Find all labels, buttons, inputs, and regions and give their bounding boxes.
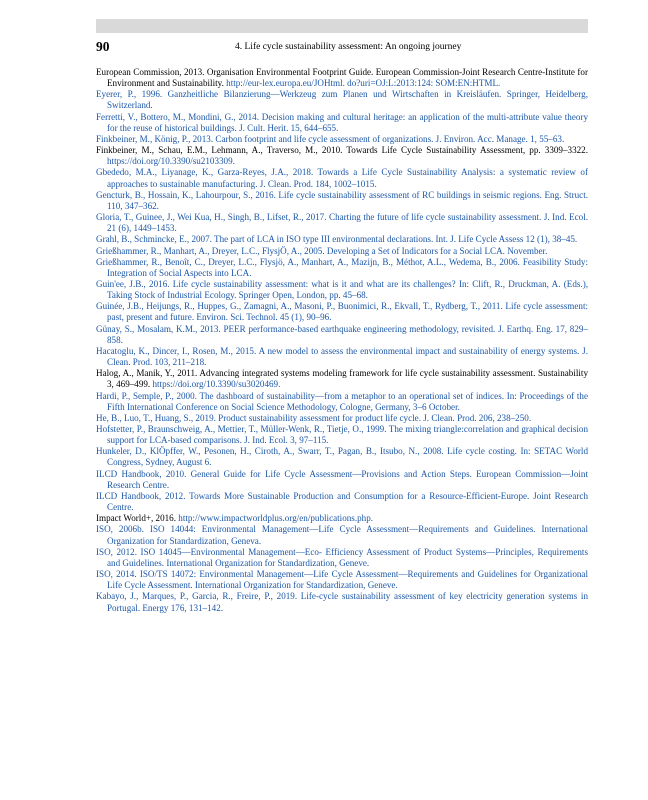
reference-text: ISO, 2006b. ISO 14044: Environmental Management—Life Cycle Assessment—Requirements and Guidelines. International Organization for Standardization, Geneva. — [96, 524, 588, 546]
reference-entry — [96, 547, 588, 569]
reference-entry — [96, 324, 588, 346]
reference-entry — [96, 257, 588, 279]
reference-text: Hofstetter, P., Braunschweig, A., Mettier, T., Müller-Wenk, R., Tietje, O., 1999. The mixing triangle:correlation and graphical decision support for LCA-based comparisons. J. Ind. Ecol. 3, 97–115. — [96, 424, 588, 446]
reference-link[interactable]: https://doi.org/10.3390/su3020469. — [152, 379, 281, 390]
reference-entry — [96, 212, 588, 234]
reference-text: Finkbeiner, M., König, P., 2013. Carbon footprint and life cycle assessment of organizations. J. Environ. Acc. Manage. 1, 55–63. — [96, 133, 565, 144]
reference-entry — [96, 134, 588, 145]
reference-text: Gbededo, M.A., Liyanage, K., Garza-Reyes, J.A., 2018. Towards a Life Cycle Sustainability Analysis: a systematic review of approaches to sustainable manufacturing. J. Clean. Prod. 184, 1002–1015. — [96, 167, 588, 189]
page-number: 90 — [96, 39, 110, 54]
reference-text: Grahl, B., Schmincke, E., 2007. The part of LCA in ISO type III environmental declarations. Int. J. Life Cycle Assess 12 (1), 38–45. — [96, 234, 578, 245]
reference-text: Hardi, P., Semple, P., 2000. The dashboard of sustainability—from a metaphor to an operational set of indices. In: Proceedings of the Fifth International Conference on Social Science Methodology, Cologne, Germany, 3–6 October. — [96, 390, 588, 412]
reference-text: Grießhammer, R., Benoît, C., Dreyer, L.C., Flysjö, A., Manhart, A., Mazijn, B., Méthot, A.L., Wedema, B., 2006. Feasibility Study: Integration of Social Aspects into LCA. — [96, 256, 588, 278]
reference-text: ISO, 2014. ISO/TS 14072: Environmental Management—Life Cycle Assessment—Requirements and Guidelines for Organizational Life Cycle Assessment. International Organization for Standardization, Geneve. — [96, 569, 588, 591]
reference-entry — [96, 346, 588, 368]
reference-link[interactable]: http://eur-lex.europa.eu/JOHtml. do?uri=OJ:L:2013:124: SOM:EN:HTML. — [226, 78, 501, 89]
reference-entry — [96, 89, 588, 111]
reference-entry — [96, 391, 588, 413]
reference-link[interactable]: https://doi.org/10.3390/su2103309. — [107, 156, 235, 167]
reference-entry — [96, 246, 588, 257]
reference-text: ILCD Handbook, 2010. General Guide for Life Cycle Assessment—Provisions and Action Steps. European Commission—Joint Research Centre. — [96, 468, 588, 490]
reference-text: Hacatoglu, K., Dincer, I., Rosen, M., 2015. A new model to assess the environmental impact and sustainability of energy systems. J. Clean. Prod. 103, 211–218. — [96, 345, 588, 368]
running-title: 4. Life cycle sustainability assessment: An ongoing journey — [235, 42, 462, 52]
reference-text: Günay, S., Mosalam, K.M., 2013. PEER performance-based earthquake engineering methodology, revisited. J. Earthq. Eng. 17, 829–858. — [96, 323, 588, 345]
reference-text: Kabayo, J., Marques, P., Garcia, R., Freire, P., 2019. Life-cycle sustainability assessment of key electricity generation systems in Portugal. Energy 176, 131–142. — [96, 591, 588, 613]
reference-text: Grießhammer, R., Manhart, A., Dreyer, L.C., FlysjÖ, A., 2005. Developing a Set of Indicators for a Social LCA. November. — [96, 245, 548, 256]
reference-entry — [96, 234, 588, 245]
reference-text: Gencturk, B., Hossain, K., Lahourpour, S., 2016. Life cycle sustainability assessment of RC buildings in seismic regions. Eng. Struct. 110, 347–362. — [96, 189, 588, 211]
header-bar — [96, 19, 588, 33]
reference-text: Guin'ee, J.B., 2016. Life cycle sustainability assessment: what is it and what are its challenges? In: Clift, R., Druckman, A. (Eds.), Taking Stock of Industrial Ecology. Springer Open, London, pp. 45–68. — [96, 278, 588, 301]
reference-entry — [96, 469, 588, 491]
reference-entry — [96, 301, 588, 323]
reference-text: Guinée, J.B., Heijungs, R., Huppes, G., Zamagni, A., Masoni, P., Buonimici, R., Ekvall, T., Rydberg, T., 2011. Life cycle assessment: past, present and future. Environ. Sci. Technol. 45 (1), 90–96. — [96, 301, 588, 323]
reference-entry — [96, 190, 588, 212]
reference-text: European Commission, 2013. Organisation Environmental Footprint Guide. European Commission-Joint Research Centre-Institute for Environment and Sustainability. — [96, 67, 588, 89]
reference-text: Eyerer, P., 1996. Ganzheitliche Bilanzierung—Werkzeug zum Planen und Wirtschaften in Kreisläufen. Springer, Heidelberg, Switzerland. — [96, 89, 588, 111]
reference-text: He, B., Luo, T., Huang, S., 2019. Product sustainability assessment for product life cycle. J. Clean. Prod. 206, 238–250. — [96, 412, 532, 423]
reference-link[interactable]: http://www.impactworldplus.org/en/publications.php. — [178, 513, 374, 524]
reference-text: Hunkeler, D., KlÖpffer, W., Pesonen, H., Ciroth, A., Swarr, T., Pagan, B., Itsubo, N., 2008. Life cycle costing. In: SETAC World Congress, Sydney, August 6. — [96, 446, 588, 468]
reference-entry — [96, 413, 588, 424]
reference-entry — [96, 145, 588, 167]
reference-text: ISO, 2012. ISO 14045—Environmental Management—Eco- Efficiency Assessment of Product Systems—Principles, Requirements and Guidelines. International Organization for Standardization, Geneve. — [96, 546, 588, 568]
reference-entry — [96, 424, 588, 446]
reference-entry — [96, 491, 588, 513]
reference-text: Gloria, T., Guinee, J., Wei Kua, H., Singh, B., Lifset, R., 2017. Charting the future of life cycle sustainability assessment. J. Ind. Ecol. 21 (6), 1449–1453. — [96, 212, 588, 234]
reference-text: Halog, A., Manik, Y., 2011. Advancing integrated systems modeling framework for life cycle sustainability assessment. Sustainability 3, 469–499. — [96, 368, 588, 390]
reference-entry — [96, 591, 588, 613]
reference-list — [96, 67, 588, 614]
reference-text: Impact World+, 2016. — [96, 513, 179, 524]
reference-text: Finkbeiner, M., Schau, E.M., Lehmann, A., Traverso, M., 2010. Towards Life Cycle Sustainability Assessment, pp. 3309–3322. — [96, 145, 588, 156]
reference-entry — [96, 513, 588, 524]
reference-entry — [96, 112, 588, 134]
reference-entry — [96, 368, 588, 390]
reference-entry — [96, 569, 588, 591]
reference-text: Ferretti, V., Bottero, M., Mondini, G., 2014. Decision making and cultural heritage: an application of the multi-attribute value theory for the reuse of historical buildings. J. Cult. Herit. 15, 644–655. — [96, 111, 588, 133]
reference-entry — [96, 67, 588, 89]
reference-entry — [96, 279, 588, 301]
reference-entry — [96, 167, 588, 189]
reference-entry — [96, 446, 588, 468]
reference-text: ILCD Handbook, 2012. Towards More Sustainable Production and Consumption for a Resource-Efficient-Europe. Joint Research Centre. — [96, 490, 588, 513]
reference-entry — [96, 524, 588, 546]
